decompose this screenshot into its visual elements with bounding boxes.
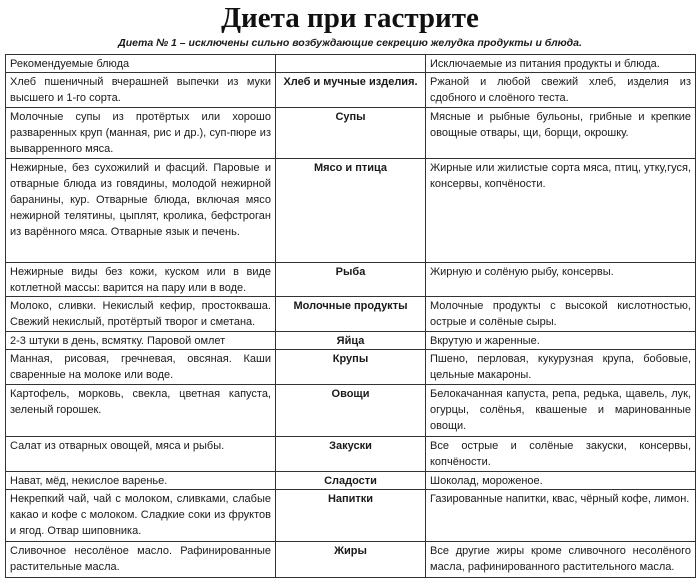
table-row [6, 332, 696, 350]
diet-table [5, 54, 696, 578]
recommended-cell: Манная, рисовая, гречневая, овсяная. Каши сваренные на молоке или воде. [6, 350, 276, 385]
recommended-cell: Картофель, морковь, свекла, цветная капуста, зеленый горошек. [6, 385, 276, 437]
table-row [6, 263, 696, 297]
recommended-cell: Хлеб пшеничный вчерашней выпечки из муки высшего и 1-го сорта. [6, 73, 276, 108]
category-cell: Яйца [276, 332, 426, 350]
category-cell: Овощи [276, 385, 426, 437]
excluded-cell: Белокачанная капуста, репа, редька, щавель, лук, огурцы, солёнья, квашеные и маринованные овощи. [426, 385, 696, 437]
table-row [6, 490, 696, 542]
header-category [276, 55, 426, 73]
category-cell: Закуски [276, 437, 426, 472]
category-cell: Рыба [276, 263, 426, 297]
table-row [6, 437, 696, 472]
category-cell: Напитки [276, 490, 426, 542]
table-row [6, 542, 696, 578]
page-subtitle: Диета № 1 – исключены сильно возбуждающие секрецию желудка продукты и блюда. [118, 37, 582, 49]
category-cell: Жиры [276, 542, 426, 578]
table-row [6, 297, 696, 332]
header-excluded: Исключаемые из питания продукты и блюда. [426, 55, 696, 73]
recommended-cell: Молоко, сливки. Некислый кефир, простокваша. Свежий некислый, протёртый творог и сметана. [6, 297, 276, 332]
category-cell: Хлеб и мучные изделия. [276, 73, 426, 108]
table-row [6, 108, 696, 159]
table-row [6, 159, 696, 263]
excluded-cell: Вкрутую и жаренные. [426, 332, 696, 350]
excluded-cell: Жирные или жилистые сорта мяса, птиц, утку,гуся, консервы, копчёности. [426, 159, 696, 263]
category-cell: Супы [276, 108, 426, 159]
recommended-cell: Некрепкий чай, чай с молоком, сливками, слабые какао и кофе с молоком. Сладкие соки из фруктов и ягод. Отвар шиповника. [6, 490, 276, 542]
excluded-cell: Все другие жиры кроме сливочного несолёного масла, рафинированного растительного масла. [426, 542, 696, 578]
excluded-cell: Жирную и солёную рыбу, консервы. [426, 263, 696, 297]
recommended-cell: 2-3 штуки в день, всмятку. Паровой омлет [6, 332, 276, 350]
table-row [6, 385, 696, 437]
excluded-cell: Мясные и рыбные бульоны, грибные и крепкие овощные отвары, щи, борщи, окрошку. [426, 108, 696, 159]
table-row [6, 73, 696, 108]
category-cell: Крупы [276, 350, 426, 385]
excluded-cell: Молочные продукты с высокой кислотностью, острые и солёные сыры. [426, 297, 696, 332]
header-recommended: Рекомендуемые блюда [6, 55, 276, 73]
category-cell: Мясо и птица [276, 159, 426, 263]
recommended-cell: Сливочное несолёное масло. Рафинированные растительные масла. [6, 542, 276, 578]
excluded-cell: Газированные напитки, квас, чёрный кофе, лимон. [426, 490, 696, 542]
page-title: Диета при гастрите [221, 2, 479, 34]
recommended-cell: Нават, мёд, некислое варенье. [6, 472, 276, 490]
recommended-cell: Нежирные виды без кожи, куском или в виде котлетной массы: варится на пару или в воде. [6, 263, 276, 297]
table-row [6, 350, 696, 385]
table-header-row [6, 55, 696, 73]
excluded-cell: Шоколад, мороженое. [426, 472, 696, 490]
category-cell: Сладости [276, 472, 426, 490]
excluded-cell: Пшено, перловая, кукурузная крупа, бобовые, цельные макароны. [426, 350, 696, 385]
recommended-cell: Салат из отварных овощей, мяса и рыбы. [6, 437, 276, 472]
category-cell: Молочные продукты [276, 297, 426, 332]
excluded-cell: Ржаной и любой свежий хлеб, изделия из сдобного и слоёного теста. [426, 73, 696, 108]
excluded-cell: Все острые и солёные закуски, консервы, копчёности. [426, 437, 696, 472]
recommended-cell: Нежирные, без сухожилий и фасций. Паровые и отварные блюда из говядины, молодой нежирной баранины, кур. Отварные блюда, включая мясо нежирной телятины, цыплят, кролика, бефстроган из варённого мяса. Отварные язык и печень. [6, 159, 276, 263]
table-row [6, 472, 696, 490]
recommended-cell: Молочные супы из протёртых или хорошо разваренных круп (манная, рис и др.), суп-пюре из выварренного мяса. [6, 108, 276, 159]
